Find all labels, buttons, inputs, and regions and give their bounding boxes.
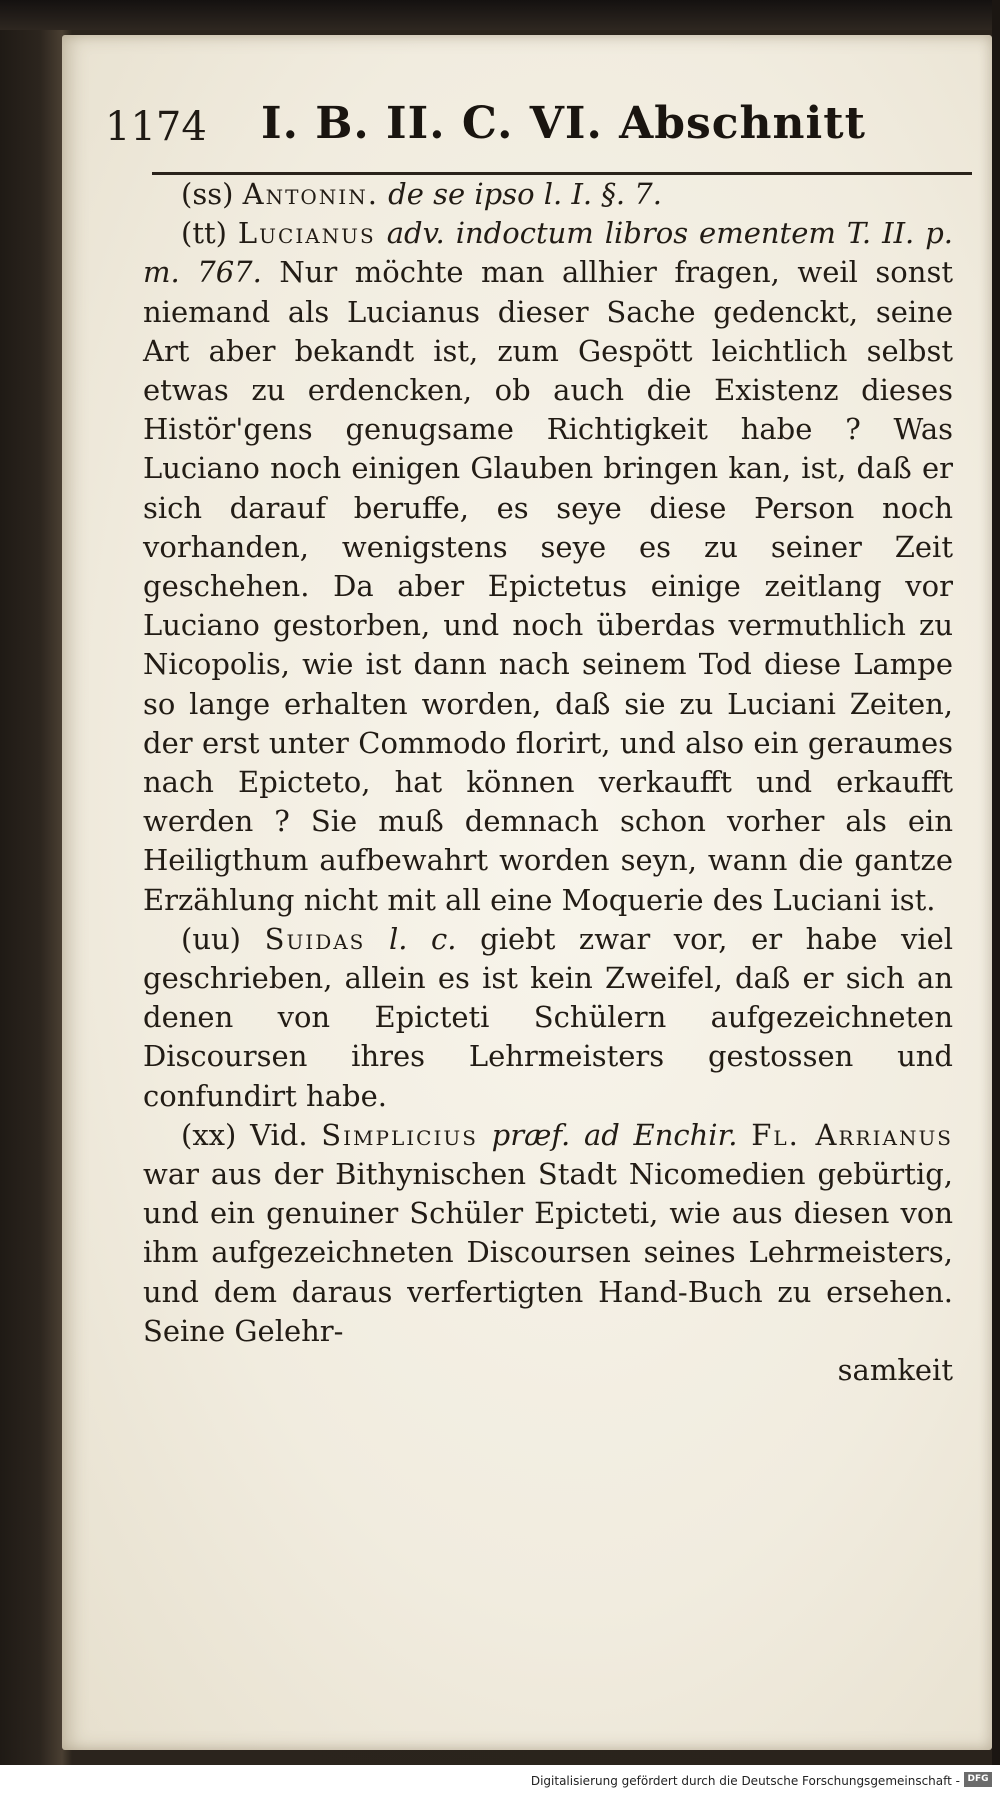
note-marker: (tt) xyxy=(181,216,227,251)
page-number: 1174 xyxy=(105,104,207,150)
note-reference: præf. ad Enchir. xyxy=(491,1117,738,1152)
note-reference: adv. indoctum libros ementem T. II. p. m. 767. xyxy=(143,216,954,290)
catchword: samkeit xyxy=(837,1353,953,1388)
scan-top-edge xyxy=(0,0,1000,30)
footnote-ss xyxy=(143,175,953,214)
note-text: war aus der Bithynischen Stadt Nicomedien gebürtig, und ein genuiner Schüler Epicteti, wie aus diesen von ihm aufgezeichneten Discoursen seines Lehrmeisters, und dem daraus verfertigten Hand-Buch zu ersehen. Seine Gelehr- xyxy=(143,1157,953,1348)
note-author: Suidas xyxy=(264,921,366,956)
note-marker: (xx) xyxy=(181,1117,237,1152)
note-author: Antonin. xyxy=(242,177,379,211)
note-prefix: Vid. xyxy=(250,1117,308,1152)
note-marker: (ss) xyxy=(181,177,234,211)
note-author-2: Fl. Arrianus xyxy=(751,1117,953,1152)
dfg-logo-icon: DFG xyxy=(964,1772,992,1787)
note-text: Nur möchte man allhier fragen, weil sonst niemand als Lucianus dieser Sache gedenckt, seine Art aber bekandt ist, zum Gespött leichtlich selbst etwas zu erdencken, ob auch die Existenz dieses Histör'gens genugsame Richtigkeit habe ? Was Luciano noch einigen Glauben bringen kan, ist, daß er sich darauf beruffe, es seye diese Person noch vorhanden, wenigstens seye es zu seiner Zeit geschehen. Da aber Epictetus einige zeitlang vor Luciano gestorben, und noch überdas vermuthlich zu Nicopolis, wie ist dann nach seinem Tod diese Lampe so lange erhalten worden, daß sie zu Luciani Zeiten, der erst unter Commodo florirt, und also ein geraumes nach Epicteto, hat können verkaufft und erkaufft werden ? Sie muß demnach schon vorher als ein Heiligthum aufbewahrt worden seyn, wann die gantze Erzählung nicht mit all eine Moquerie des Luciani ist. xyxy=(143,255,953,917)
digitization-credit: Digitalisierung gefördert durch die Deutsche Forschungsgemeinschaft - xyxy=(530,1774,960,1788)
note-reference: de se ipso l. I. §. 7. xyxy=(388,177,662,211)
footnotes-body xyxy=(143,175,953,1390)
note-reference: l. c. xyxy=(388,921,457,956)
scan-right-edge xyxy=(992,0,1000,1795)
note-author: Lucianus xyxy=(237,216,376,251)
running-head: I. B. II. C. VI. Abschnitt xyxy=(261,98,866,149)
note-author: Simplicius xyxy=(321,1117,478,1152)
footnote-xx xyxy=(143,1116,953,1351)
footnote-uu xyxy=(143,920,953,1116)
footnote-tt xyxy=(143,214,953,920)
page-header xyxy=(105,98,985,156)
note-text: giebt zwar vor, er habe viel geschrieben, allein es ist kein Zweifel, daß er sich an denen von Epicteti Schülern aufgezeichneten Discoursen ihres Lehrmeisters gestossen und confundirt habe. xyxy=(143,921,954,1113)
note-marker: (uu) xyxy=(181,921,241,956)
